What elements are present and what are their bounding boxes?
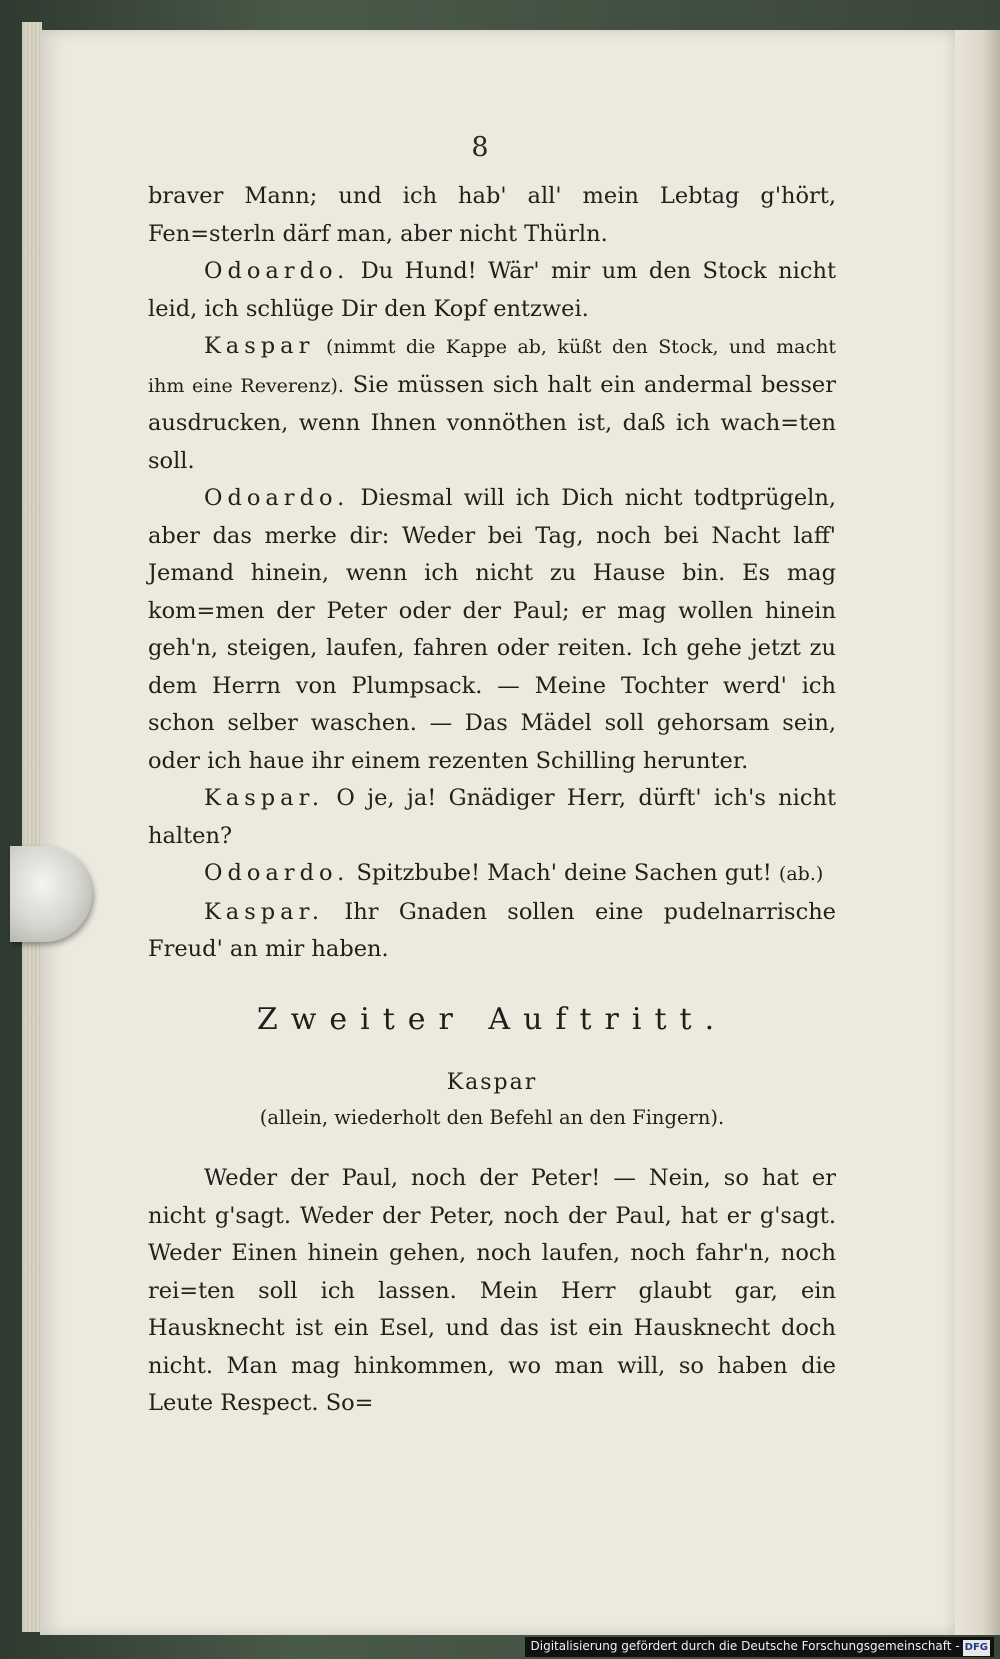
dialogue-line xyxy=(148,780,836,855)
stage-direction: (nimmt die Kappe ab, küßt den Stock, und macht ihm eine Reverenz). xyxy=(148,336,836,397)
footer-credit xyxy=(525,1637,995,1657)
dialogue-line xyxy=(148,178,836,253)
speaker-name: Kaspar. xyxy=(204,898,325,925)
scene-heading: Zweiter Auftritt. xyxy=(256,1002,728,1037)
speaker-name: Kaspar xyxy=(204,333,315,359)
line-text: Ihr Gnaden sollen eine pudelnarrische Freud' an mir haben. xyxy=(148,898,836,962)
facing-page-edge xyxy=(955,30,1000,1635)
dialogue-line xyxy=(148,328,836,480)
speaker-name: Odoardo. xyxy=(204,258,350,284)
monologue-text: Weder der Paul, noch der Peter! — Nein, so hat er nicht g'sagt. Weder der Peter, noch der Paul, hat er g'sagt. Weder Einen hinein gehen, noch laufen, noch fahr'n, noch rei=ten soll ich lassen. Mein Herr glaubt gar, ein Hausknecht ist ein Esel, und das ist ein Hausknecht doch nicht. Man mag hinkommen, wo man will, so haben die Leute Respect. So= xyxy=(148,1165,836,1416)
dialogue-line xyxy=(148,855,836,894)
line-text: O je, ja! Gnädiger Herr, dürft' ich's nicht halten? xyxy=(148,785,837,849)
dfg-logo-icon: DFG xyxy=(963,1640,990,1656)
page-number: 8 xyxy=(471,132,489,163)
page-edge-stack xyxy=(22,22,42,1632)
line-text: braver Mann; und ich hab' all' mein Lebtag g'hört, Fen=sterln därf man, aber nicht Thürln. xyxy=(148,183,836,247)
line-text: Du Hund! Wär' mir um den Stock nicht leid, ich schlüge Dir den Kopf entzwei. xyxy=(148,258,836,322)
character-heading: Kaspar xyxy=(446,1070,538,1095)
speaker-name: Odoardo. xyxy=(204,860,350,886)
dialogue-line xyxy=(148,894,836,969)
monologue-section xyxy=(148,1160,836,1423)
speaker-name: Odoardo. xyxy=(204,485,350,511)
character-direction: (allein, wiederholt den Befehl an den Fingern). xyxy=(259,1106,725,1129)
dialogue-section xyxy=(148,178,836,969)
line-text: Sie müssen sich halt ein andermal besser ausdrucken, wenn Ihnen vonnöthen ist, daß ich wach=ten soll. xyxy=(148,371,836,474)
dialogue-line xyxy=(148,253,836,328)
line-text: Diesmal will ich Dich nicht todtprügeln, aber das merke dir: Weder bei Tag, noch bei Nacht laff' Jemand hinein, wenn ich nicht zu Hause bin. Es mag kom=men der Peter oder der Paul; er mag wollen hinein geh'n, steigen, laufen, fahren oder reiten. Ich gehe jetzt zu dem Herrn von Plumpsack. — Meine Tochter werd' ich schon selber waschen. — Das Mädel soll gehorsam sein, oder ich haue ihr einem rezenten Schilling herunter. xyxy=(148,485,836,774)
dialogue-line xyxy=(148,480,836,780)
footer-text: Digitalisierung gefördert durch die Deutsche Forschungsgemeinschaft - xyxy=(530,1639,960,1653)
stage-direction: (ab.) xyxy=(778,863,824,885)
line-text: Spitzbube! Mach' deine Sachen gut! xyxy=(356,860,772,886)
speaker-name: Kaspar. xyxy=(204,785,325,811)
